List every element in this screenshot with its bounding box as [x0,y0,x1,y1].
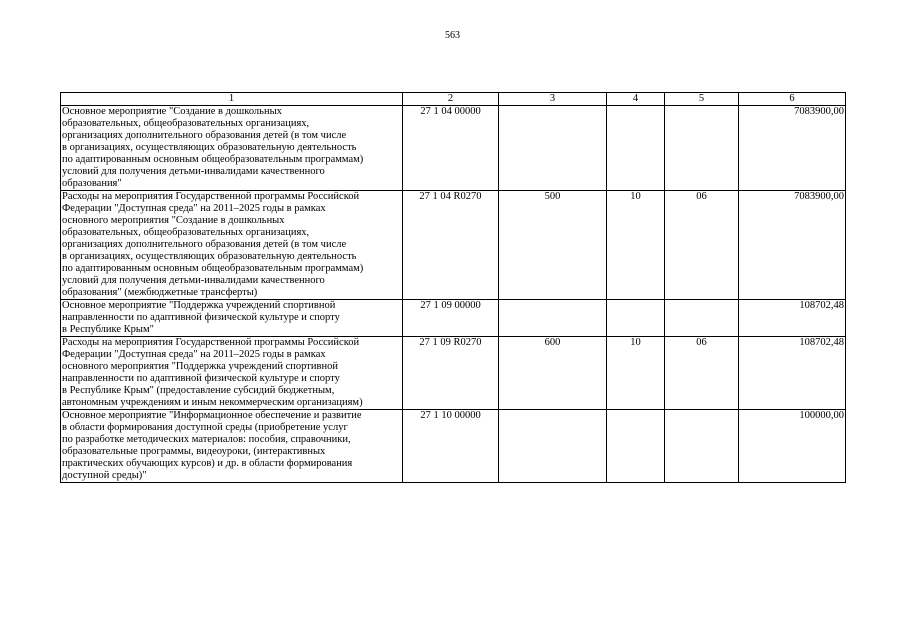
budget-table [60,92,846,483]
row-col5 [665,106,739,191]
row-col3 [499,106,607,191]
row-code: 27 1 09 R0270 [403,337,499,410]
row-description: Расходы на мероприятия Государственной программы Российской Федерации "Доступная среда" на 2011–2025 годы в рамках основного мероприятия "Создание в дошкольных образовательных, общеобразовательных организациях, организациях дополнительного образования детей (в том числе в организациях, осуществляющих образовательную деятельность по адаптированным основным общеобразовательным программам) условий для получения детьми-инвалидами качественного образования" (межбюджетные трансферты) [61,191,403,300]
row-amount: 7083900,00 [739,191,846,300]
row-description: Основное мероприятие "Информационное обеспечение и развитие в области формирования доступной среды (приобретение услуг по разработке методических материалов: пособия, справочники, образовательные программы, видеоуроки, (интерактивных практических обучающих курсов) и др. в области формирования доступной среды)" [61,410,403,483]
column-header-5: 5 [665,93,739,106]
row-code: 27 1 10 00000 [403,410,499,483]
row-description: Расходы на мероприятия Государственной программы Российской Федерации "Доступная среда" на 2011–2025 годы в рамках основного мероприятия "Поддержка учреждений спортивной направленности по адаптивной физической культуре и спорту в Республике Крым" (предоставление субсидий бюджетным, автономным учреждениям и иным некоммерческим организациям) [61,337,403,410]
row-amount: 108702,48 [739,300,846,337]
table-row [61,191,846,300]
row-col3 [499,300,607,337]
page-number: 563 [445,30,460,41]
row-amount: 108702,48 [739,337,846,410]
row-col3: 500 [499,191,607,300]
row-col4: 10 [607,337,665,410]
row-col5: 06 [665,191,739,300]
row-col5 [665,300,739,337]
row-col4 [607,410,665,483]
row-code: 27 1 04 00000 [403,106,499,191]
column-header-4: 4 [607,93,665,106]
row-amount: 7083900,00 [739,106,846,191]
row-col4 [607,300,665,337]
row-col4: 10 [607,191,665,300]
table-row [61,337,846,410]
column-header-2: 2 [403,93,499,106]
row-col5 [665,410,739,483]
row-code: 27 1 09 00000 [403,300,499,337]
row-amount: 100000,00 [739,410,846,483]
header-row [61,93,846,106]
row-col5: 06 [665,337,739,410]
row-description: Основное мероприятие "Поддержка учреждений спортивной направленности по адаптивной физической культуре и спорту в Республике Крым" [61,300,403,337]
column-header-3: 3 [499,93,607,106]
table-row [61,300,846,337]
row-description: Основное мероприятие "Создание в дошкольных образовательных, общеобразовательных организациях, организациях дополнительного образования детей (в том числе в организациях, осуществляющих образовательную деятельность по адаптированным основным общеобразовательным программам) условий для получения детьми-инвалидами качественного образования" [61,106,403,191]
row-code: 27 1 04 R0270 [403,191,499,300]
table-row [61,410,846,483]
row-col3 [499,410,607,483]
column-header-6: 6 [739,93,846,106]
table-row [61,106,846,191]
row-col4 [607,106,665,191]
row-col3: 600 [499,337,607,410]
column-header-1: 1 [61,93,403,106]
